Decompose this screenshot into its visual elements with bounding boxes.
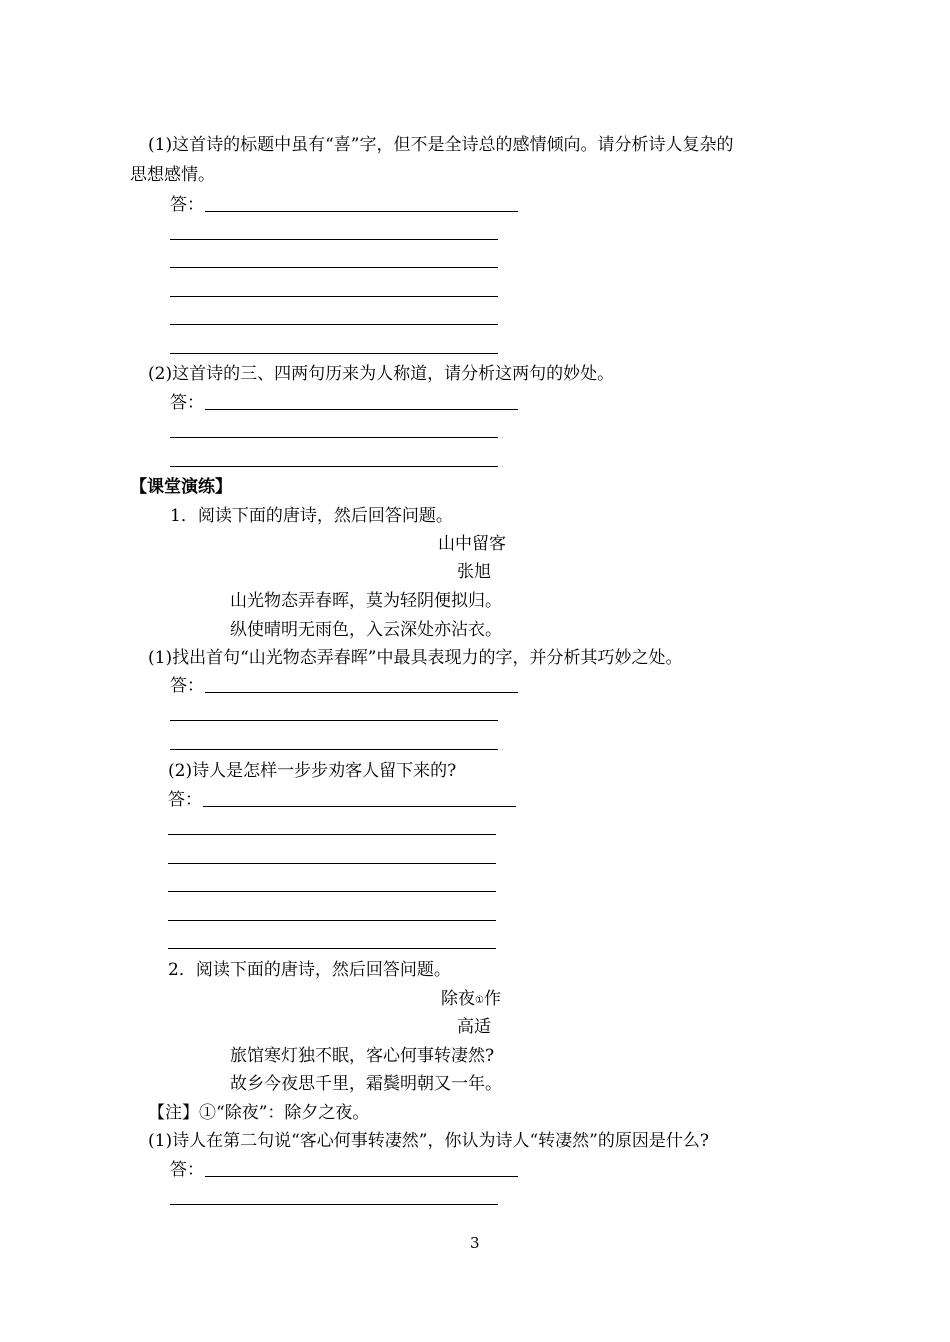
poem-2-verse-1: 旅馆寒灯独不眠，客心何事转凄然?	[230, 1046, 495, 1066]
poem-2-title	[441, 989, 501, 1012]
answer-line	[170, 267, 498, 268]
answer-line	[168, 891, 496, 892]
answer-label: 答：	[170, 1160, 204, 1180]
answer-line	[170, 324, 498, 325]
answer-line	[205, 1176, 518, 1177]
answer-line	[203, 806, 516, 807]
poem-2-title-main: 除夜	[441, 989, 475, 1009]
answer-label: 答：	[170, 676, 204, 696]
poem-2-author: 高适	[457, 1017, 491, 1037]
answer-line	[170, 437, 498, 438]
poem-1-verse-1: 山光物态弄春晖，莫为轻阴便拟归。	[230, 591, 502, 611]
answer-line	[205, 211, 518, 212]
question-2: (2)这首诗的三、四两句历来为人称道，请分析这两句的妙处。	[148, 364, 615, 384]
answer-label: 答：	[168, 790, 202, 810]
answer-line	[170, 1204, 498, 1205]
answer-line	[170, 239, 498, 240]
passage-1-intro: 1．阅读下面的唐诗，然后回答问题。	[170, 506, 453, 526]
question-1-line-1: (1)这首诗的标题中虽有“喜”字，但不是全诗总的感情倾向。请分析诗人复杂的	[148, 135, 734, 155]
answer-line	[168, 863, 496, 864]
answer-line	[170, 296, 498, 297]
answer-line	[205, 692, 518, 693]
answer-line	[170, 720, 498, 721]
passage-2-intro: 2．阅读下面的唐诗，然后回答问题。	[168, 960, 451, 980]
poem-1-verse-2: 纵使晴明无雨色，入云深处亦沾衣。	[230, 620, 502, 640]
poem-2-question-1: (1)诗人在第二句说“客心何事转凄然”，你认为诗人“转凄然”的原因是什么?	[148, 1131, 709, 1151]
poem-2-note: 【注】①“除夜”：除夕之夜。	[148, 1103, 370, 1123]
answer-line	[170, 466, 498, 467]
poem-1-title: 山中留客	[438, 534, 506, 554]
page-number: 3	[470, 1234, 480, 1252]
footnote-marker: ①	[475, 995, 484, 1006]
answer-line	[205, 409, 518, 410]
answer-line	[168, 920, 496, 921]
answer-line	[168, 834, 496, 835]
question-1-line-2: 思想感情。	[130, 165, 215, 185]
section-heading: 【课堂演练】	[130, 477, 232, 497]
answer-line	[170, 749, 498, 750]
poem-1-author: 张旭	[457, 562, 491, 582]
poem-1-question-1: (1)找出首句“山光物态弄春晖”中最具表现力的字，并分析其巧妙之处。	[148, 648, 683, 668]
poem-1-question-2: (2)诗人是怎样一步步劝客人留下来的?	[168, 761, 457, 781]
answer-line	[168, 948, 496, 949]
answer-label: 答：	[170, 393, 204, 413]
poem-2-verse-2: 故乡今夜思千里，霜鬓明朝又一年。	[230, 1074, 502, 1094]
answer-line	[170, 353, 498, 354]
poem-2-title-tail: 作	[483, 989, 501, 1009]
answer-label: 答：	[170, 195, 204, 215]
